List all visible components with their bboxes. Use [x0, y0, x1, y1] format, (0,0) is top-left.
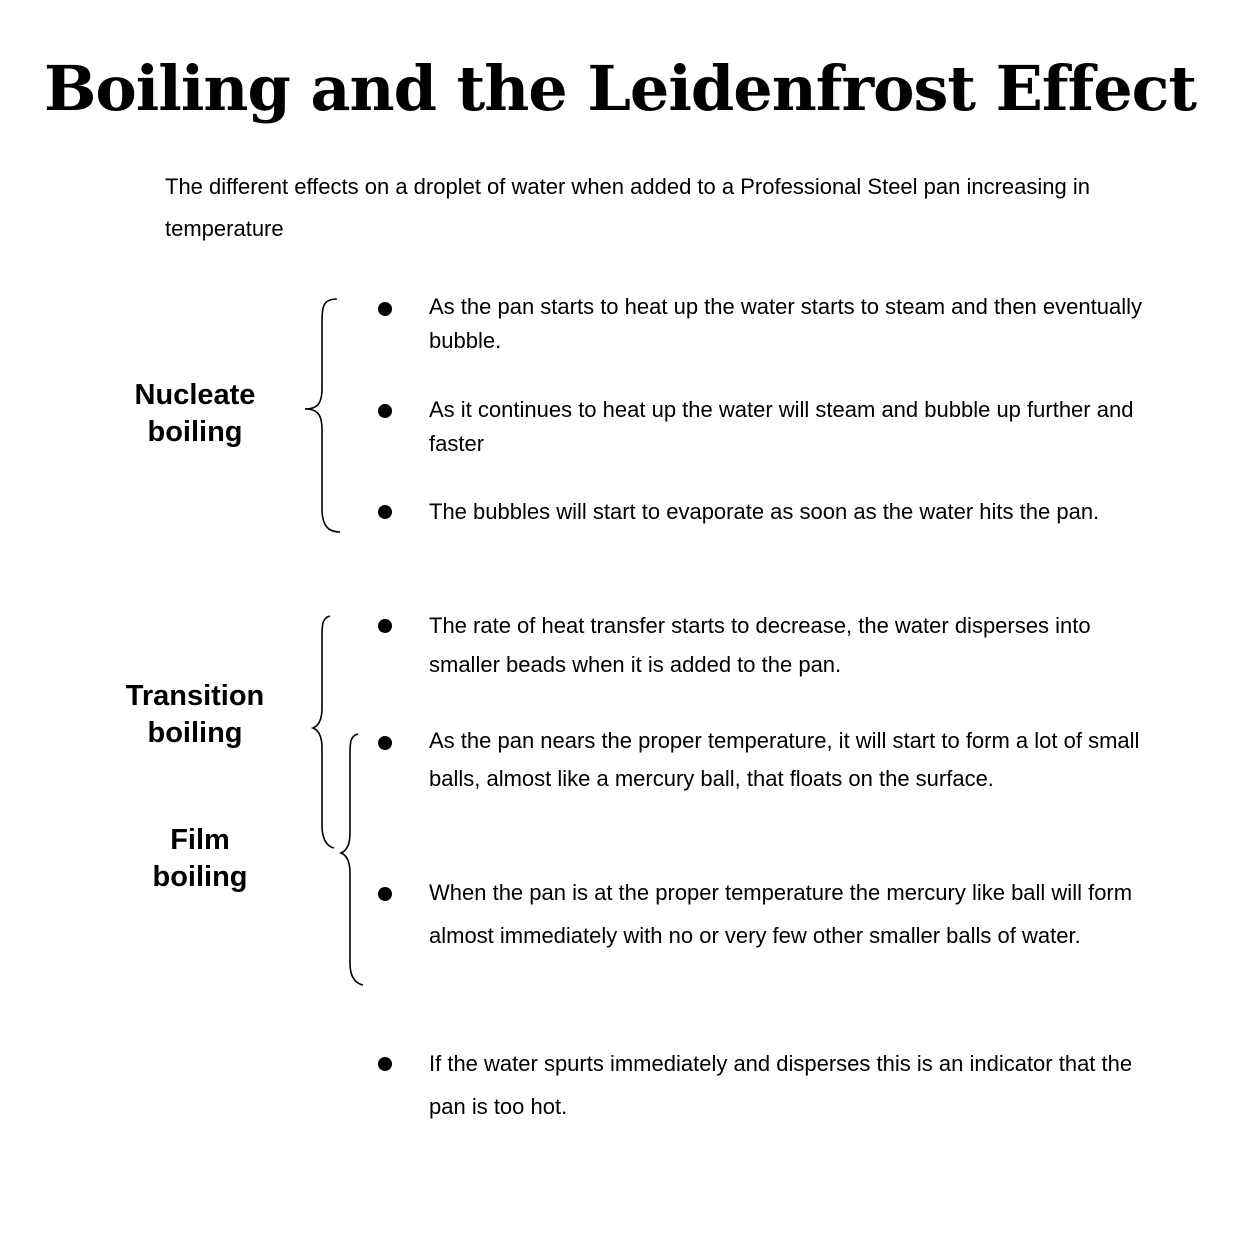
bullet-7 [378, 1057, 392, 1071]
brace-film [341, 734, 363, 985]
subtitle: The different effects on a droplet of water when added to a Professional Steel pan increasing in temperature [165, 174, 1090, 241]
list-item-4: The rate of heat transfer starts to decrease, the water disperses into smaller beads when it is added to the pan. [429, 613, 1091, 677]
bullet-2 [378, 404, 392, 418]
label-transition-line-2: boiling [147, 717, 243, 749]
list-item-5: As the pan nears the proper temperature, it will start to form a lot of small balls, almost like a mercury ball, that floats on the surface. [429, 728, 1140, 791]
brace-transition [313, 616, 334, 848]
label-film-line-2: boiling [152, 861, 248, 893]
label-nucleate-line-2: boiling [147, 416, 243, 448]
label-transition-line-1: Transition [125, 680, 265, 712]
list-item-2: As it continues to heat up the water will steam and bubble up further and faster [429, 397, 1134, 456]
bullet-5 [378, 736, 392, 750]
list-item-6: When the pan is at the proper temperature the mercury like ball will form almost immediately with no or very few other smaller balls of water. [429, 880, 1133, 948]
list-item-7: If the water spurts immediately and disperses this is an indicator that the pan is too hot. [429, 1051, 1133, 1119]
bullet-4 [378, 619, 392, 633]
list-item-1: As the pan starts to heat up the water starts to steam and then eventually bubble. [429, 294, 1142, 353]
bullet-1 [378, 302, 392, 316]
page-title: Boiling and the Leidenfrost Effect [43, 52, 1197, 125]
label-nucleate-line-1: Nucleate [134, 379, 256, 411]
list-item-3: The bubbles will start to evaporate as soon as the water hits the pan. [429, 499, 1100, 524]
label-film-line-1: Film [170, 824, 230, 856]
brace-nucleate [305, 299, 340, 532]
bullet-3 [378, 505, 392, 519]
bullet-6 [378, 887, 392, 901]
